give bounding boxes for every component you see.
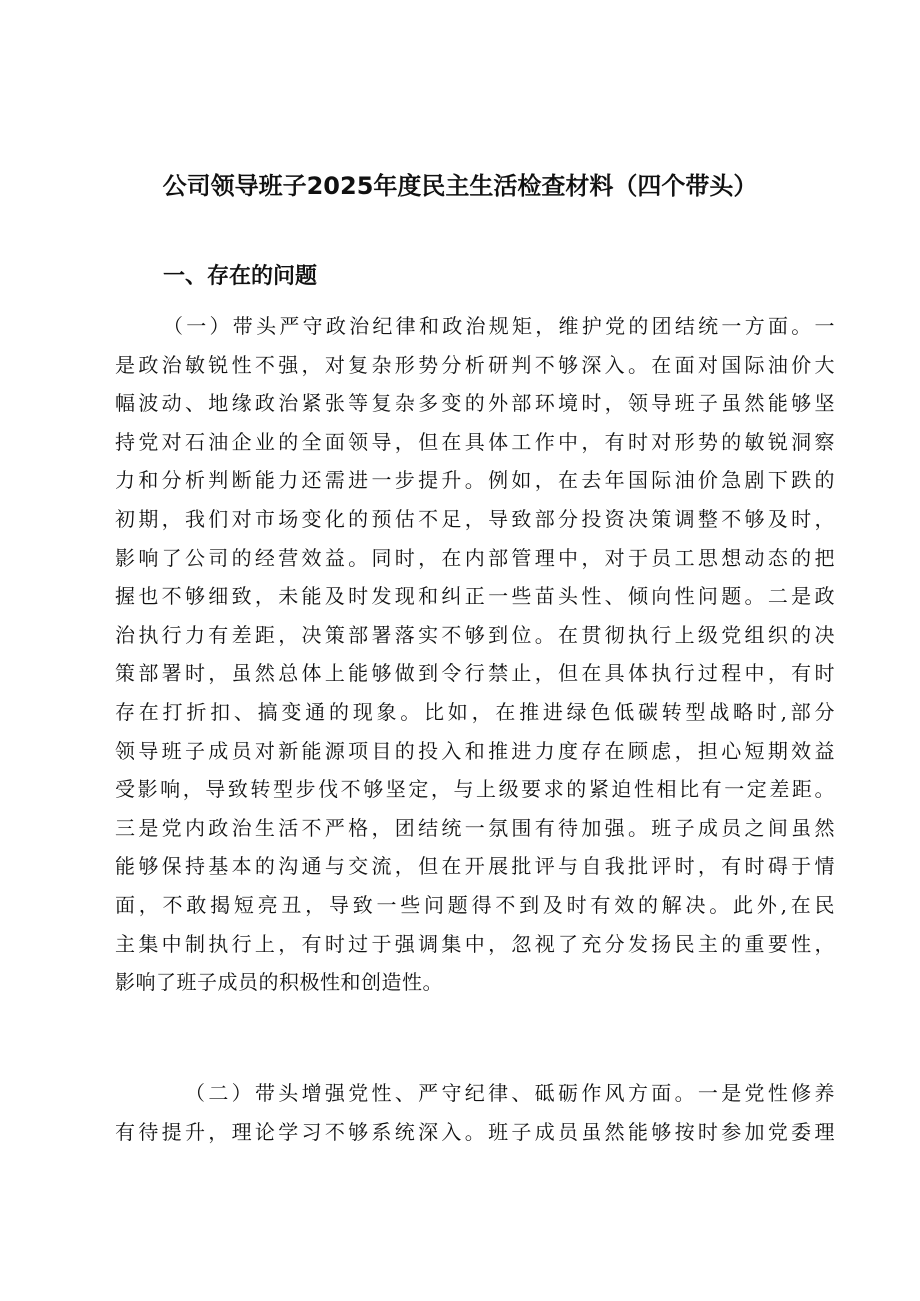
paragraph-line: 有待提升，理论学习不够系统深入。班子成员虽然能够按时参加党委理 [115,1119,835,1144]
paragraph-line: 是政治敏锐性不强，对复杂形势分析研判不够深入。在面对国际油价大 [115,352,835,377]
document-title: 公司领导班子2025年度民主生活检查材料（四个带头） [162,172,758,200]
paragraph-line: 策部署时，虽然总体上能够做到令行禁止，但在具体执行过程中，有时 [115,661,835,686]
paragraph-line: 三是党内政治生活不严格，团结统一氛围有待加强。班子成员之间虽然 [115,815,835,840]
paragraph-line: （一）带头严守政治纪律和政治规矩，维护党的团结统一方面。一 [163,314,835,338]
paragraph-line: 面，不敢揭短亮丑，导致一些问题得不到及时有效的解决。此外,在民 [115,892,835,917]
paragraph-line: 持党对石油企业的全面领导，但在具体工作中，有时对形势的敏锐洞察 [115,429,835,454]
paragraph-line: 影响了班子成员的积极性和创造性。 [115,970,443,995]
paragraph-line: 能够保持基本的沟通与交流，但在开展批评与自我批评时，有时碍于情 [115,854,835,879]
paragraph-line: 受影响，导致转型步伐不够坚定，与上级要求的紧迫性相比有一定差距。 [115,777,835,802]
paragraph-line: 握也不够细致，未能及时发现和纠正一些苗头性、倾向性问题。二是政 [115,584,835,609]
paragraph-political-discipline [115,307,835,1002]
paragraph-line: 治执行力有差距，决策部署落实不够到位。在贯彻执行上级党组织的决 [115,622,835,647]
paragraph-line: 力和分析判断能力还需进一步提升。例如，在去年国际油价急剧下跌的 [115,468,835,493]
paragraph-line: 领导班子成员对新能源项目的投入和推进力度存在顾虑，担心短期效益 [115,738,835,763]
paragraph-line: （二）带头增强党性、严守纪律、砥砺作风方面。一是党性修养 [185,1081,835,1105]
paragraph-party-spirit [115,1074,835,1151]
paragraph-line: 存在打折扣、搞变通的现象。比如，在推进绿色低碳转型战略时,部分 [115,699,835,724]
paragraph-line: 主集中制执行上，有时过于强调集中，忽视了充分发扬民主的重要性， [115,931,835,956]
paragraph-line: 初期，我们对市场变化的预估不足，导致部分投资决策调整不够及时， [115,506,835,531]
section-heading-existing-problems: 一、存在的问题 [163,264,318,289]
paragraph-line: 幅波动、地缘政治紧张等复杂多变的外部环境时，领导班子虽然能够坚 [115,391,835,416]
paragraph-line: 影响了公司的经营效益。同时，在内部管理中，对于员工思想动态的把 [115,545,835,570]
